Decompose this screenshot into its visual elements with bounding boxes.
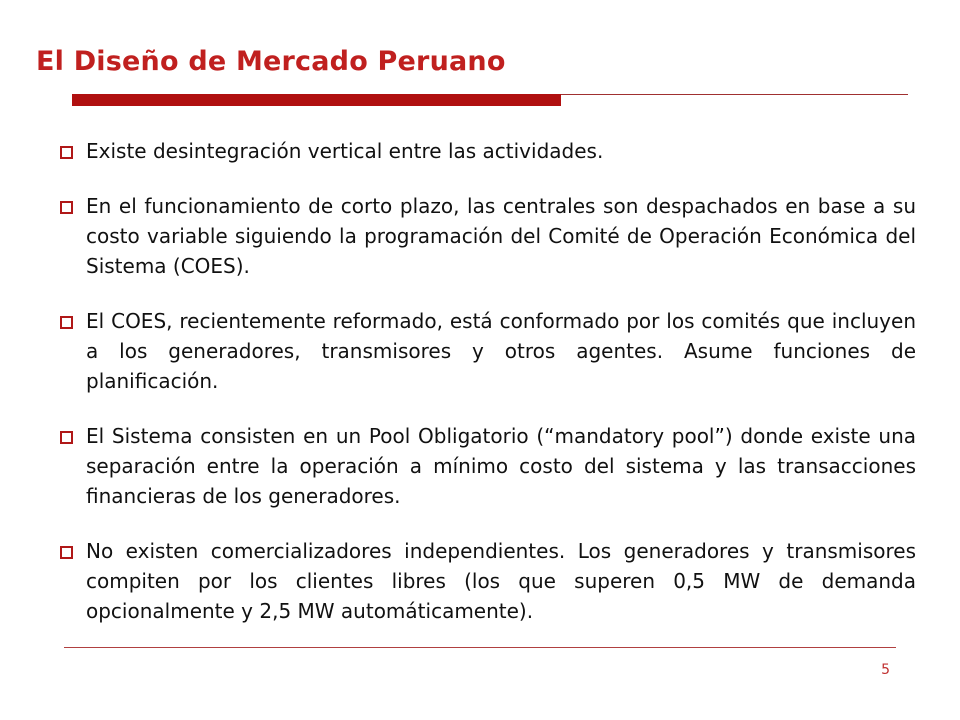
bullet-text: Existe desintegración vertical entre las actividades.	[86, 139, 604, 163]
square-bullet-icon	[60, 201, 73, 214]
bullet-list	[58, 136, 916, 626]
title-underline-thin	[561, 94, 908, 95]
slide-title: El Diseño de Mercado Peruano	[36, 46, 506, 77]
bullet-text: El Sistema consisten en un Pool Obligatorio (“mandatory pool”) donde existe una separación entre la operación a mínimo costo del sistema y las transacciones financieras de los generadores.	[86, 424, 916, 508]
title-underline-thick	[72, 94, 561, 106]
bullet-item-4	[58, 421, 916, 511]
bullet-text: El COES, recientemente reformado, está conformado por los comités que incluyen a los generadores, transmisores y otros agentes. Asume funciones de planificación.	[86, 309, 916, 393]
square-bullet-icon	[60, 546, 73, 559]
footer-divider	[64, 647, 896, 648]
bullet-text: En el funcionamiento de corto plazo, las centrales son despachados en base a su costo variable siguiendo la programación del Comité de Operación Económica del Sistema (COES).	[86, 194, 916, 278]
square-bullet-icon	[60, 146, 73, 159]
square-bullet-icon	[60, 431, 73, 444]
bullet-item-2	[58, 191, 916, 281]
bullet-item-5	[58, 536, 916, 626]
bullet-item-1	[58, 136, 916, 166]
page-number: 5	[881, 662, 890, 678]
bullet-item-3	[58, 306, 916, 396]
square-bullet-icon	[60, 316, 73, 329]
bullet-text: No existen comercializadores independientes. Los generadores y transmisores compiten por los clientes libres (los que superen 0,5 MW de demanda opcionalmente y 2,5 MW automáticamente).	[86, 539, 916, 623]
